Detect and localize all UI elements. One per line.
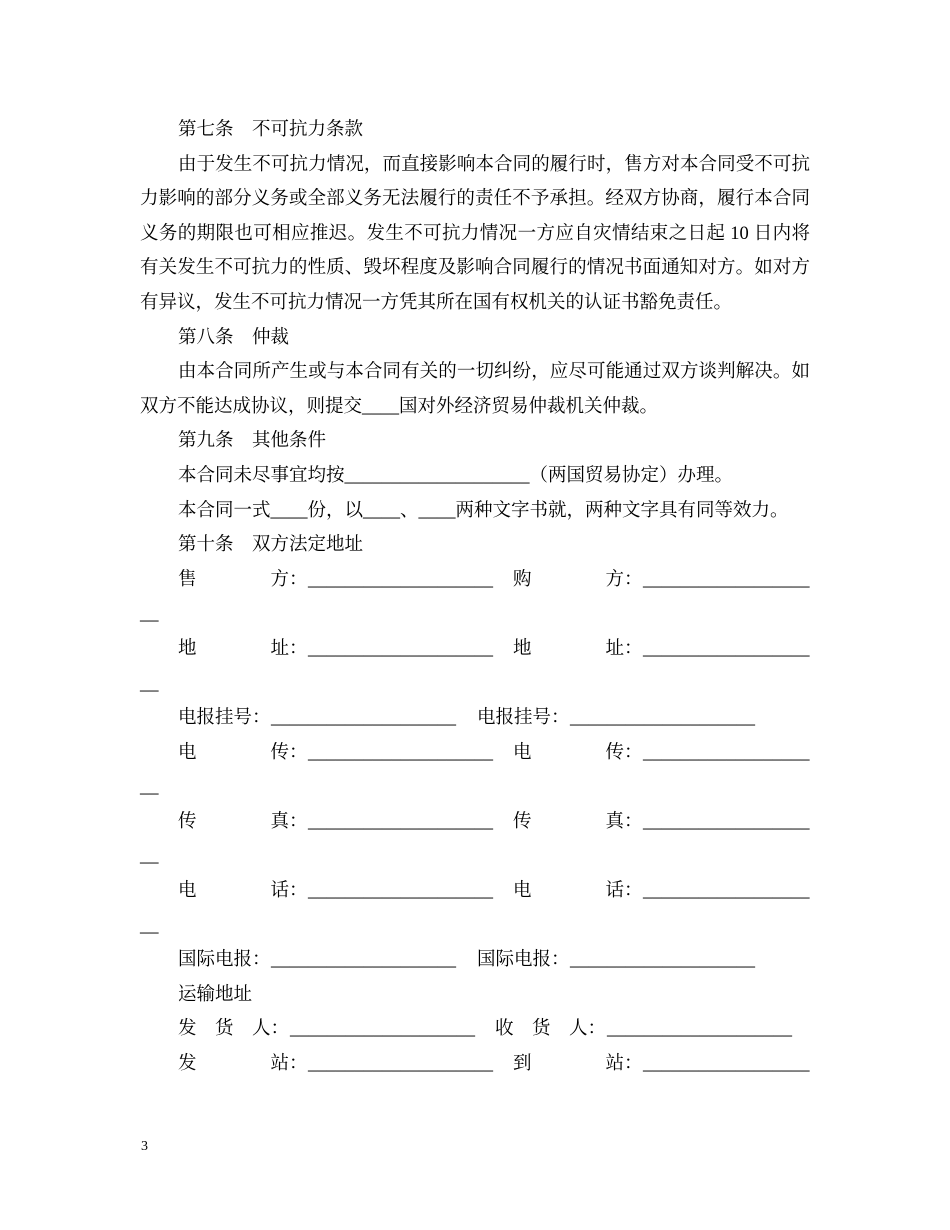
consignor-blank: ____________________ xyxy=(290,1019,475,1040)
blank-overflow: __ xyxy=(140,673,159,694)
seller-telegram-label: 国际电报： xyxy=(178,950,271,971)
buyer-label: 购 方： xyxy=(513,569,643,590)
blank-overflow: __ xyxy=(140,777,159,798)
consignor-label: 发 货 人： xyxy=(178,1019,290,1040)
seller-telex-label: 电 传： xyxy=(178,742,308,763)
article-8-body-line: 由本合同所产生或与本合同有关的一切纠纷，应尽可能通过双方谈判解决。如 xyxy=(178,362,810,383)
article-9-clause: 本合同一式____份，以____、____两种文字书就，两种文字具有同等效力。 xyxy=(178,500,789,521)
buyer-address-label: 地 址： xyxy=(513,638,643,659)
blank-overflow: __ xyxy=(140,915,159,936)
station-row xyxy=(0,1047,950,1082)
buyer-cable-label: 电报挂号： xyxy=(477,708,570,729)
phone-row xyxy=(0,874,950,909)
page-number: 3 xyxy=(141,1139,148,1154)
article-7-heading: 第七条 不可抗力条款 xyxy=(178,120,364,140)
buyer-phone-label: 电 话： xyxy=(513,881,643,902)
buyer-telegram-blank: ____________________ xyxy=(570,950,755,971)
arrival-station-blank: __________________ xyxy=(643,1054,810,1075)
departure-station-blank: ____________________ xyxy=(308,1054,493,1075)
blank-overflow: __ xyxy=(140,846,159,867)
buyer-fax-blank: __________________ xyxy=(643,811,810,832)
seller-cable-blank: ____________________ xyxy=(271,708,456,729)
buyer-telex-label: 电 传： xyxy=(513,742,643,763)
buyer-blank: __________________ xyxy=(643,569,810,590)
article-9-heading: 第九条 其他条件 xyxy=(178,431,327,452)
seller-fax-blank: ____________________ xyxy=(308,811,493,832)
article-7-body-line: 义务的期限也可相应推迟。发生不可抗力情况一方应自灾情结束之日起 10 日内将 xyxy=(140,223,810,244)
article-10-heading: 第十条 双方法定地址 xyxy=(178,535,364,556)
seller-phone-blank: ____________________ xyxy=(308,881,493,902)
contract-text xyxy=(0,113,950,1082)
buyer-telegram-label: 国际电报： xyxy=(477,950,570,971)
arrival-station-label: 到 站： xyxy=(513,1054,643,1075)
transport-address-heading: 运输地址 xyxy=(178,984,253,1005)
consignee-blank: ____________________ xyxy=(607,1019,792,1040)
shipper-row xyxy=(0,1012,950,1047)
address-row xyxy=(0,632,950,667)
buyer-cable-blank: ____________________ xyxy=(570,708,755,729)
seller-blank: ____________________ xyxy=(308,569,493,590)
party-name-row xyxy=(0,563,950,598)
article-7-body-line: 由于发生不可抗力情况，而直接影响本合同的履行时，售方对本合同受不可抗 xyxy=(178,154,810,175)
consignee-label: 收 货 人： xyxy=(495,1019,607,1040)
seller-phone-label: 电 话： xyxy=(178,881,308,902)
buyer-telex-blank: __________________ xyxy=(643,742,810,763)
article-9-clause: 本合同未尽事宜均按____________________（两国贸易协定）办理。 xyxy=(178,465,734,486)
cable-address-row xyxy=(0,701,950,736)
intl-telegram-row xyxy=(0,943,950,978)
article-8-body-line: 双方不能达成协议，则提交____国对外经济贸易仲裁机关仲裁。 xyxy=(140,396,659,417)
buyer-phone-blank: __________________ xyxy=(643,881,810,902)
blank-overflow: __ xyxy=(140,604,159,625)
article-7-body-line: 有异议，发生不可抗力情况一方凭其所在国有权机关的认证书豁免责任。 xyxy=(140,292,733,313)
departure-station-label: 发 站： xyxy=(178,1054,308,1075)
seller-telegram-blank: ____________________ xyxy=(271,950,456,971)
article-8-heading: 第八条 仲裁 xyxy=(178,327,290,348)
article-7-body-line: 有关发生不可抗力的性质、毁坏程度及影响合同履行的情况书面通知对方。如对方 xyxy=(140,258,810,279)
seller-fax-label: 传 真： xyxy=(178,811,308,832)
buyer-address-blank: __________________ xyxy=(643,638,810,659)
seller-telex-blank: ____________________ xyxy=(308,742,493,763)
telex-row xyxy=(0,736,950,771)
seller-label: 售 方： xyxy=(178,569,308,590)
seller-address-blank: ____________________ xyxy=(308,638,493,659)
article-7-body-line: 力影响的部分义务或全部义务无法履行的责任不予承担。经双方协商，履行本合同 xyxy=(140,189,810,210)
fax-row xyxy=(0,805,950,840)
seller-address-label: 地 址： xyxy=(178,638,308,659)
seller-cable-label: 电报挂号： xyxy=(178,708,271,729)
buyer-fax-label: 传 真： xyxy=(513,811,643,832)
